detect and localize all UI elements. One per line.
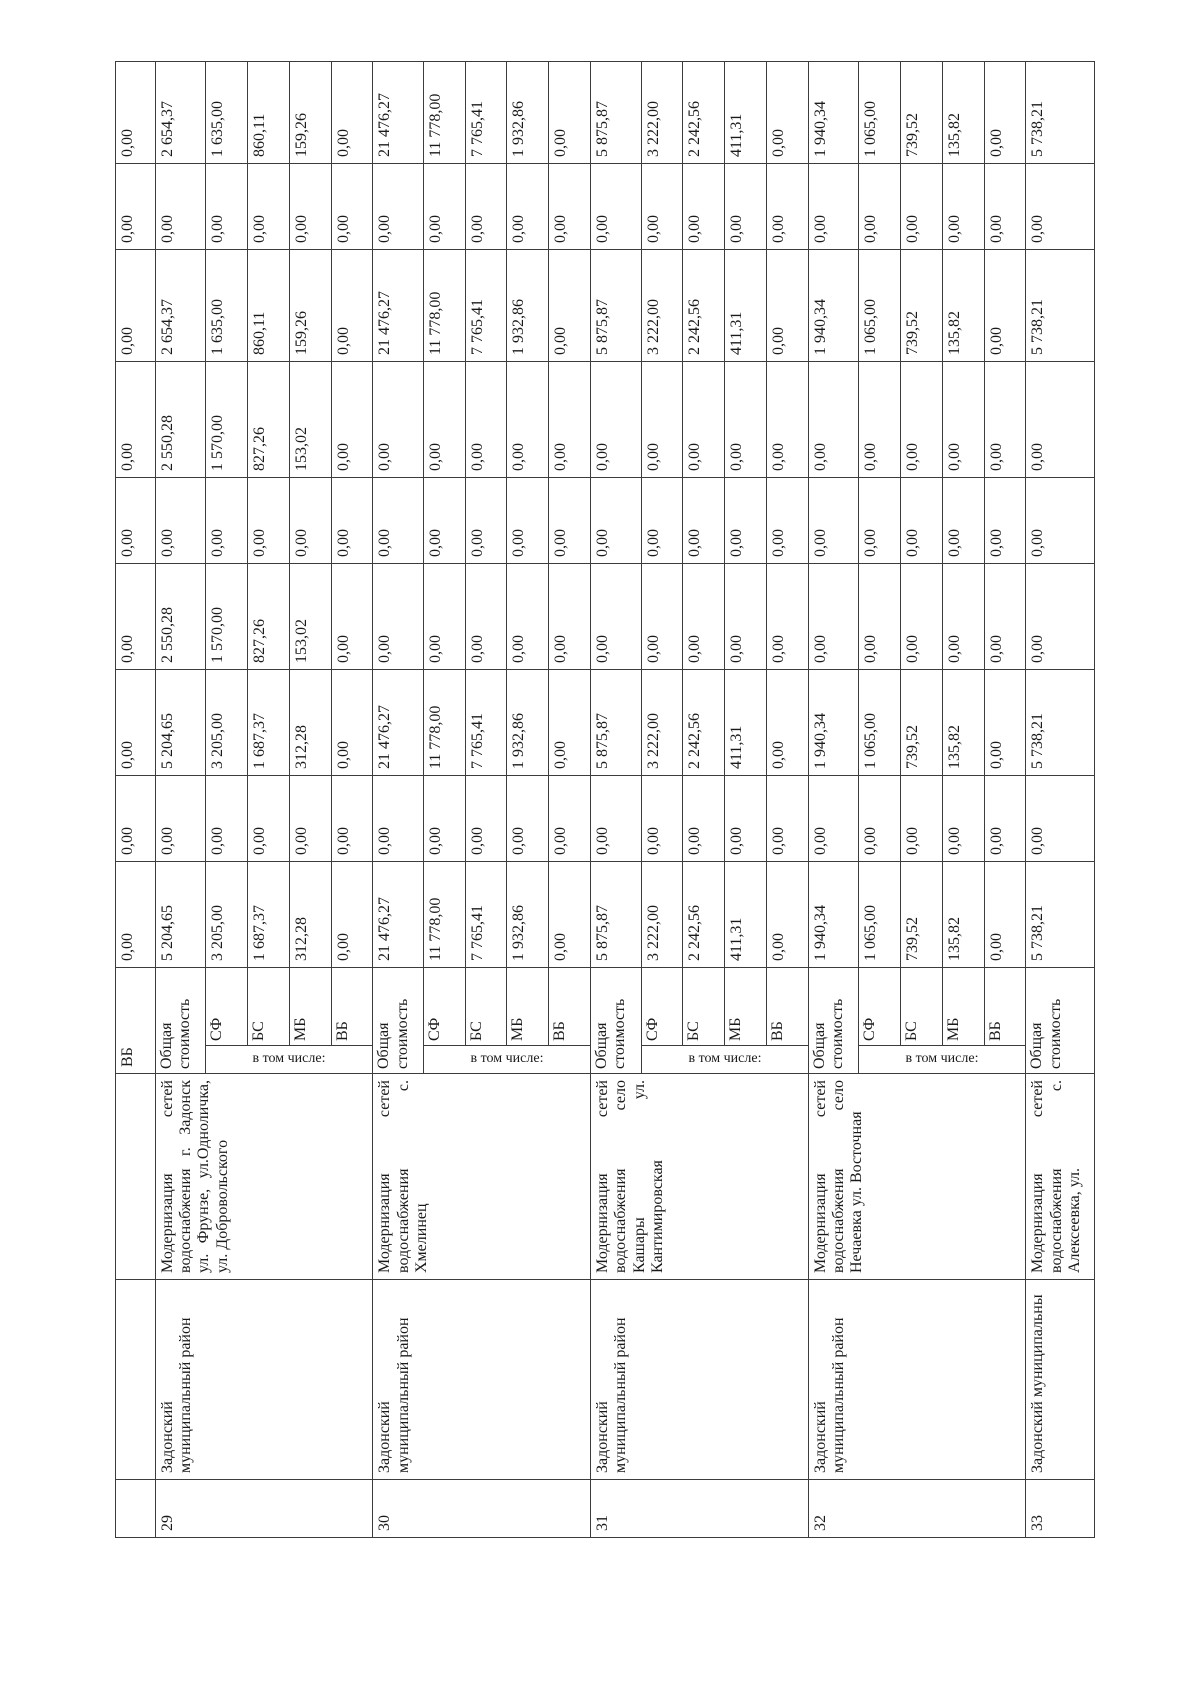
value-cell: 411,31 — [725, 61, 767, 163]
object-cell: Модернизация сетей водоснабжения г. Задонск ул. Фрунзе, ул.Одноличка, ул. Добровольского — [155, 1074, 373, 1280]
value-cell: 0,00 — [984, 61, 1026, 163]
funding-type-cell: МБ — [289, 967, 331, 1045]
value-cell: 0,00 — [859, 563, 901, 669]
value-cell: 21 476,27 — [373, 61, 424, 163]
value-cell: 0,00 — [549, 477, 591, 563]
value-cell: 1 932,86 — [507, 861, 549, 967]
value-cell: 0,00 — [331, 163, 373, 249]
value-cell: 0,00 — [116, 249, 156, 361]
value-cell: 1 065,00 — [859, 249, 901, 361]
value-cell: 739,52 — [901, 669, 943, 775]
value-cell: 0,00 — [683, 775, 725, 861]
value-cell: 0,00 — [549, 249, 591, 361]
value-cell: 0,00 — [549, 775, 591, 861]
project-number-cell — [116, 1480, 156, 1538]
value-cell: 0,00 — [423, 163, 465, 249]
value-cell: 312,28 — [289, 861, 331, 967]
value-cell: 0,00 — [331, 861, 373, 967]
project-number-cell: 30 — [373, 1480, 591, 1538]
value-cell: 5 875,87 — [590, 61, 641, 163]
value-cell: 0,00 — [465, 563, 507, 669]
value-cell: 0,00 — [549, 163, 591, 249]
value-cell: 0,00 — [549, 61, 591, 163]
value-cell: 739,52 — [901, 249, 943, 361]
table-row — [1026, 61, 1095, 1537]
value-cell: 0,00 — [507, 361, 549, 477]
value-cell: 860,11 — [247, 61, 289, 163]
value-cell: 5 738,21 — [1026, 669, 1095, 775]
table-row — [373, 61, 424, 1537]
value-cell: 2 550,28 — [155, 563, 206, 669]
value-cell: 135,82 — [942, 861, 984, 967]
value-cell: 0,00 — [766, 361, 808, 477]
value-cell: 7 765,41 — [465, 61, 507, 163]
value-cell: 1 687,37 — [247, 669, 289, 775]
value-cell: 0,00 — [373, 477, 424, 563]
value-cell: 5 204,65 — [155, 669, 206, 775]
value-cell: 0,00 — [373, 361, 424, 477]
value-cell: 0,00 — [116, 775, 156, 861]
value-cell: 2 550,28 — [155, 361, 206, 477]
project-number-cell: 29 — [155, 1480, 373, 1538]
value-cell: 21 476,27 — [373, 249, 424, 361]
object-cell: Модернизация сетей водоснабжения село Кашары ул. Кантимировская — [590, 1074, 808, 1280]
value-cell: 0,00 — [683, 163, 725, 249]
value-cell: 2 242,56 — [683, 61, 725, 163]
value-cell: 0,00 — [155, 477, 206, 563]
value-cell: 0,00 — [247, 775, 289, 861]
value-cell: 0,00 — [859, 477, 901, 563]
value-cell: 3 222,00 — [641, 61, 683, 163]
value-cell: 0,00 — [507, 775, 549, 861]
value-cell: 0,00 — [725, 361, 767, 477]
value-cell: 0,00 — [331, 61, 373, 163]
value-cell: 0,00 — [465, 361, 507, 477]
value-cell: 11 778,00 — [423, 61, 465, 163]
value-cell: 0,00 — [984, 249, 1026, 361]
value-cell: 0,00 — [590, 563, 641, 669]
value-cell: 7 765,41 — [465, 249, 507, 361]
value-cell: 0,00 — [116, 861, 156, 967]
value-cell: 411,31 — [725, 861, 767, 967]
value-cell: 0,00 — [808, 775, 859, 861]
district-cell: Задонский муниципальный район — [590, 1280, 808, 1480]
funding-type-cell: СФ — [206, 967, 248, 1045]
value-cell: 0,00 — [641, 361, 683, 477]
subtotal-label-cell — [641, 1046, 808, 1074]
value-cell: 0,00 — [590, 477, 641, 563]
value-cell: 0,00 — [859, 163, 901, 249]
project-number-cell: 32 — [808, 1480, 1026, 1538]
value-cell: 0,00 — [942, 563, 984, 669]
value-cell: 1 065,00 — [859, 861, 901, 967]
value-cell: 0,00 — [984, 563, 1026, 669]
value-cell: 0,00 — [289, 163, 331, 249]
value-cell: 11 778,00 — [423, 669, 465, 775]
value-cell: 5 738,21 — [1026, 249, 1095, 361]
value-cell: 1 065,00 — [859, 61, 901, 163]
value-cell: 0,00 — [373, 563, 424, 669]
value-cell: 739,52 — [901, 861, 943, 967]
value-cell: 0,00 — [331, 477, 373, 563]
object-cell — [116, 1074, 156, 1280]
funding-type-cell: БС — [247, 967, 289, 1045]
funding-type-cell: ВБ — [984, 967, 1026, 1045]
funding-type-cell: Общая стоимость — [1026, 967, 1095, 1073]
value-cell: 0,00 — [155, 163, 206, 249]
including-label: в том числе: — [252, 1051, 326, 1067]
value-cell: 827,26 — [247, 361, 289, 477]
value-cell: 0,00 — [206, 477, 248, 563]
funding-type-cell: Общая стоимость — [808, 967, 859, 1073]
value-cell: 0,00 — [766, 163, 808, 249]
object-cell: Модернизация сетей водоснабжения с. Хмелинец — [373, 1074, 591, 1280]
value-cell: 0,00 — [984, 861, 1026, 967]
value-cell: 0,00 — [725, 775, 767, 861]
funding-table — [115, 61, 1095, 1538]
value-cell: 153,02 — [289, 361, 331, 477]
value-cell: 135,82 — [942, 61, 984, 163]
funding-type-cell: ВБ — [331, 967, 373, 1045]
funding-type-cell: СФ — [641, 967, 683, 1045]
funding-type-cell: МБ — [942, 967, 984, 1045]
value-cell: 1 940,34 — [808, 61, 859, 163]
value-cell: 1 635,00 — [206, 61, 248, 163]
value-cell: 411,31 — [725, 669, 767, 775]
value-cell: 0,00 — [423, 361, 465, 477]
value-cell: 0,00 — [901, 563, 943, 669]
funding-type-cell: СФ — [423, 967, 465, 1045]
object-cell: Модернизация сетей водоснабжения с. Алексеевка, ул. — [1026, 1074, 1095, 1280]
value-cell: 0,00 — [549, 669, 591, 775]
value-cell: 2 242,56 — [683, 861, 725, 967]
value-cell: 0,00 — [942, 163, 984, 249]
district-cell — [116, 1280, 156, 1480]
value-cell: 0,00 — [331, 249, 373, 361]
value-cell: 0,00 — [641, 163, 683, 249]
value-cell: 0,00 — [766, 249, 808, 361]
district-cell: Задонский муниципальный район — [155, 1280, 373, 1480]
value-cell: 0,00 — [116, 477, 156, 563]
value-cell: 0,00 — [942, 361, 984, 477]
value-cell: 0,00 — [116, 361, 156, 477]
value-cell: 0,00 — [331, 361, 373, 477]
value-cell: 0,00 — [507, 477, 549, 563]
value-cell: 3 222,00 — [641, 861, 683, 967]
value-cell: 0,00 — [590, 361, 641, 477]
table-row — [590, 61, 641, 1537]
value-cell: 0,00 — [808, 163, 859, 249]
value-cell: 0,00 — [641, 775, 683, 861]
value-cell: 411,31 — [725, 249, 767, 361]
value-cell: 0,00 — [808, 563, 859, 669]
value-cell: 135,82 — [942, 249, 984, 361]
value-cell: 0,00 — [423, 563, 465, 669]
value-cell: 0,00 — [549, 361, 591, 477]
value-cell: 11 778,00 — [423, 249, 465, 361]
table-row — [155, 61, 206, 1537]
value-cell: 0,00 — [331, 669, 373, 775]
value-cell: 0,00 — [590, 163, 641, 249]
value-cell: 827,26 — [247, 563, 289, 669]
rotated-table-wrapper — [115, 68, 1095, 1538]
value-cell: 159,26 — [289, 61, 331, 163]
value-cell: 0,00 — [984, 163, 1026, 249]
object-cell: Модернизация сетей водоснабжения село Нечаевка ул. Восточная — [808, 1074, 1026, 1280]
funding-type-cell: ВБ — [549, 967, 591, 1045]
value-cell: 0,00 — [465, 775, 507, 861]
value-cell: 0,00 — [984, 361, 1026, 477]
value-cell: 0,00 — [116, 563, 156, 669]
value-cell: 0,00 — [1026, 163, 1095, 249]
value-cell: 7 765,41 — [465, 861, 507, 967]
value-cell: 5 738,21 — [1026, 861, 1095, 967]
value-cell: 0,00 — [901, 163, 943, 249]
value-cell: 0,00 — [507, 563, 549, 669]
value-cell: 1 687,37 — [247, 861, 289, 967]
value-cell: 0,00 — [683, 477, 725, 563]
value-cell: 0,00 — [155, 775, 206, 861]
value-cell: 3 222,00 — [641, 669, 683, 775]
funding-type-cell: МБ — [725, 967, 767, 1045]
value-cell: 0,00 — [423, 477, 465, 563]
value-cell: 0,00 — [859, 775, 901, 861]
value-cell: 0,00 — [901, 477, 943, 563]
value-cell: 860,11 — [247, 249, 289, 361]
value-cell: 3 222,00 — [641, 249, 683, 361]
value-cell: 0,00 — [590, 775, 641, 861]
value-cell: 0,00 — [549, 563, 591, 669]
value-cell: 5 738,21 — [1026, 61, 1095, 163]
value-cell: 2 654,37 — [155, 249, 206, 361]
value-cell: 135,82 — [942, 669, 984, 775]
project-number-cell: 31 — [590, 1480, 808, 1538]
value-cell: 0,00 — [373, 163, 424, 249]
funding-type-cell: ВБ — [116, 967, 156, 1073]
including-label: в том числе: — [688, 1051, 762, 1067]
value-cell: 0,00 — [116, 61, 156, 163]
value-cell: 0,00 — [766, 563, 808, 669]
value-cell: 0,00 — [331, 563, 373, 669]
value-cell: 0,00 — [808, 477, 859, 563]
value-cell: 0,00 — [116, 163, 156, 249]
value-cell: 0,00 — [683, 361, 725, 477]
table-body — [116, 61, 1095, 1537]
value-cell: 1 940,34 — [808, 861, 859, 967]
value-cell: 0,00 — [808, 361, 859, 477]
value-cell: 0,00 — [942, 775, 984, 861]
value-cell: 0,00 — [247, 477, 289, 563]
funding-type-cell: Общая стоимость — [590, 967, 641, 1073]
funding-type-cell: Общая стоимость — [155, 967, 206, 1073]
value-cell: 739,52 — [901, 61, 943, 163]
value-cell: 21 476,27 — [373, 861, 424, 967]
value-cell: 0,00 — [549, 861, 591, 967]
value-cell: 0,00 — [725, 163, 767, 249]
value-cell: 0,00 — [641, 563, 683, 669]
value-cell: 1 065,00 — [859, 669, 901, 775]
value-cell: 5 204,65 — [155, 861, 206, 967]
value-cell: 0,00 — [423, 775, 465, 861]
district-cell: Задонский муниципальны — [1026, 1280, 1095, 1480]
district-cell: Задонский муниципальный район — [373, 1280, 591, 1480]
value-cell: 0,00 — [984, 669, 1026, 775]
value-cell: 1 635,00 — [206, 249, 248, 361]
value-cell: 0,00 — [766, 477, 808, 563]
value-cell: 3 205,00 — [206, 669, 248, 775]
value-cell: 0,00 — [766, 861, 808, 967]
funding-type-cell: БС — [465, 967, 507, 1045]
value-cell: 2 654,37 — [155, 61, 206, 163]
value-cell: 0,00 — [1026, 477, 1095, 563]
value-cell: 5 875,87 — [590, 861, 641, 967]
value-cell: 0,00 — [206, 163, 248, 249]
value-cell: 0,00 — [247, 163, 289, 249]
value-cell: 1 570,00 — [206, 563, 248, 669]
value-cell: 0,00 — [901, 361, 943, 477]
value-cell: 0,00 — [984, 775, 1026, 861]
value-cell: 0,00 — [859, 361, 901, 477]
value-cell: 0,00 — [725, 477, 767, 563]
value-cell: 0,00 — [116, 669, 156, 775]
funding-type-cell: БС — [901, 967, 943, 1045]
value-cell: 0,00 — [1026, 361, 1095, 477]
value-cell: 312,28 — [289, 669, 331, 775]
table-row — [116, 61, 156, 1537]
value-cell: 0,00 — [331, 775, 373, 861]
value-cell: 2 242,56 — [683, 249, 725, 361]
value-cell: 1 940,34 — [808, 249, 859, 361]
value-cell: 0,00 — [1026, 775, 1095, 861]
value-cell: 0,00 — [289, 775, 331, 861]
value-cell: 0,00 — [289, 477, 331, 563]
value-cell: 153,02 — [289, 563, 331, 669]
value-cell: 0,00 — [766, 669, 808, 775]
including-label: в том числе: — [905, 1051, 979, 1067]
value-cell: 0,00 — [766, 61, 808, 163]
project-number-cell: 33 — [1026, 1480, 1095, 1538]
value-cell: 0,00 — [984, 477, 1026, 563]
value-cell: 0,00 — [507, 163, 549, 249]
value-cell: 1 940,34 — [808, 669, 859, 775]
value-cell: 1 932,86 — [507, 669, 549, 775]
value-cell: 7 765,41 — [465, 669, 507, 775]
value-cell: 159,26 — [289, 249, 331, 361]
funding-type-cell: Общая стоимость — [373, 967, 424, 1073]
including-label: в том числе: — [470, 1051, 544, 1067]
value-cell: 0,00 — [206, 775, 248, 861]
value-cell: 0,00 — [766, 775, 808, 861]
value-cell: 1 932,86 — [507, 249, 549, 361]
subtotal-label-cell — [423, 1046, 590, 1074]
funding-type-cell: БС — [683, 967, 725, 1045]
value-cell: 2 242,56 — [683, 669, 725, 775]
value-cell: 0,00 — [725, 563, 767, 669]
value-cell: 0,00 — [465, 163, 507, 249]
value-cell: 0,00 — [683, 563, 725, 669]
value-cell: 0,00 — [901, 775, 943, 861]
table-row — [808, 61, 859, 1537]
value-cell: 21 476,27 — [373, 669, 424, 775]
value-cell: 0,00 — [373, 775, 424, 861]
district-cell: Задонский муниципальный район — [808, 1280, 1026, 1480]
value-cell: 1 932,86 — [507, 61, 549, 163]
funding-type-cell: МБ — [507, 967, 549, 1045]
value-cell: 0,00 — [942, 477, 984, 563]
value-cell: 3 205,00 — [206, 861, 248, 967]
subtotal-label-cell — [206, 1046, 373, 1074]
funding-type-cell: ВБ — [766, 967, 808, 1045]
funding-type-cell: СФ — [859, 967, 901, 1045]
value-cell: 11 778,00 — [423, 861, 465, 967]
value-cell: 5 875,87 — [590, 249, 641, 361]
value-cell: 5 875,87 — [590, 669, 641, 775]
subtotal-label-cell — [859, 1046, 1026, 1074]
value-cell: 1 570,00 — [206, 361, 248, 477]
value-cell: 0,00 — [1026, 563, 1095, 669]
value-cell: 0,00 — [465, 477, 507, 563]
value-cell: 0,00 — [641, 477, 683, 563]
